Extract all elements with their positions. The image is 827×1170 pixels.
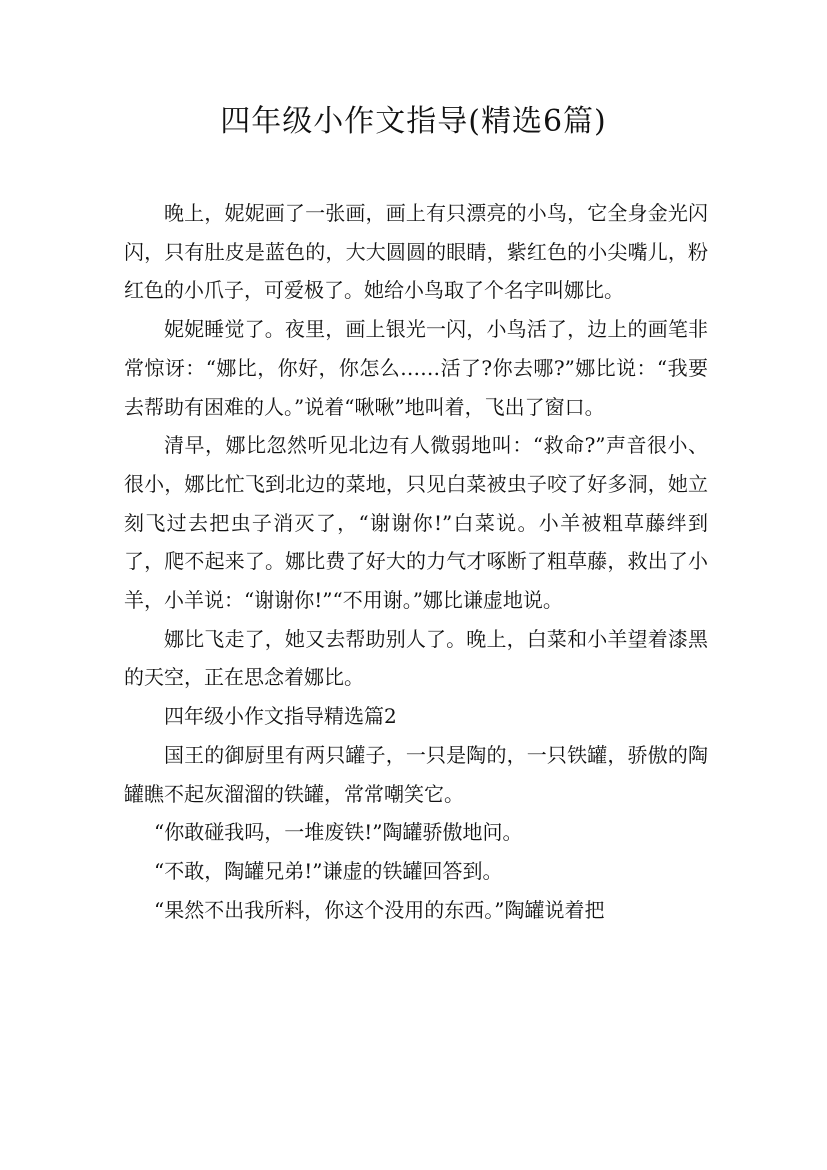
paragraph-8: “果然不出我所料，你这个没用的东西。”陶罐说着把 <box>154 897 605 922</box>
section-heading-2: 四年级小作文指导精选篇2 <box>164 704 397 729</box>
paragraph-2: 妮妮睡觉了。夜里，画上银光一闪，小鸟活了，边上的画笔非常惊讶：“娜比，你好，你怎么……活了?你去哪?”娜比说：“我要去帮助有困难的人。”说着“啾啾”地叫着，飞出了窗口。 <box>124 317 708 419</box>
document-body <box>124 194 708 929</box>
paragraph-4: 娜比飞走了，她又去帮助别人了。晚上，白菜和小羊望着漆黑的天空，正在思念着娜比。 <box>124 626 708 690</box>
document-title: 四年级小作文指导(精选6篇) <box>220 104 607 139</box>
paragraph-1: 晚上，妮妮画了一张画，画上有只漂亮的小鸟，它全身金光闪闪，只有肚皮是蓝色的，大大圆圆的眼睛，紫红色的小尖嘴儿，粉红色的小爪子，可爱极了。她给小鸟取了个名字叫娜比。 <box>124 201 708 303</box>
paragraph-3: 清早，娜比忽然听见北边有人微弱地叫：“救命?”声音很小、很小，娜比忙飞到北边的菜地，只见白菜被虫子咬了好多洞，她立刻飞过去把虫子消灭了，“谢谢你!”白菜说。小羊被粗草藤绊到了，爬不起来了。娜比费了好大的力气才啄断了粗草藤，救出了小羊，小羊说：“谢谢你!”“不用谢。”娜比谦虚地说。 <box>124 433 708 613</box>
paragraph-6: “你敢碰我吗，一堆废铁!”陶罐骄傲地问。 <box>154 820 523 845</box>
paragraph-5: 国王的御厨里有两只罐子，一只是陶的，一只铁罐，骄傲的陶罐瞧不起灰溜溜的铁罐，常常嘲笑它。 <box>124 742 708 806</box>
paragraph-7: “不敢，陶罐兄弟!”谦虚的铁罐回答到。 <box>154 858 503 883</box>
